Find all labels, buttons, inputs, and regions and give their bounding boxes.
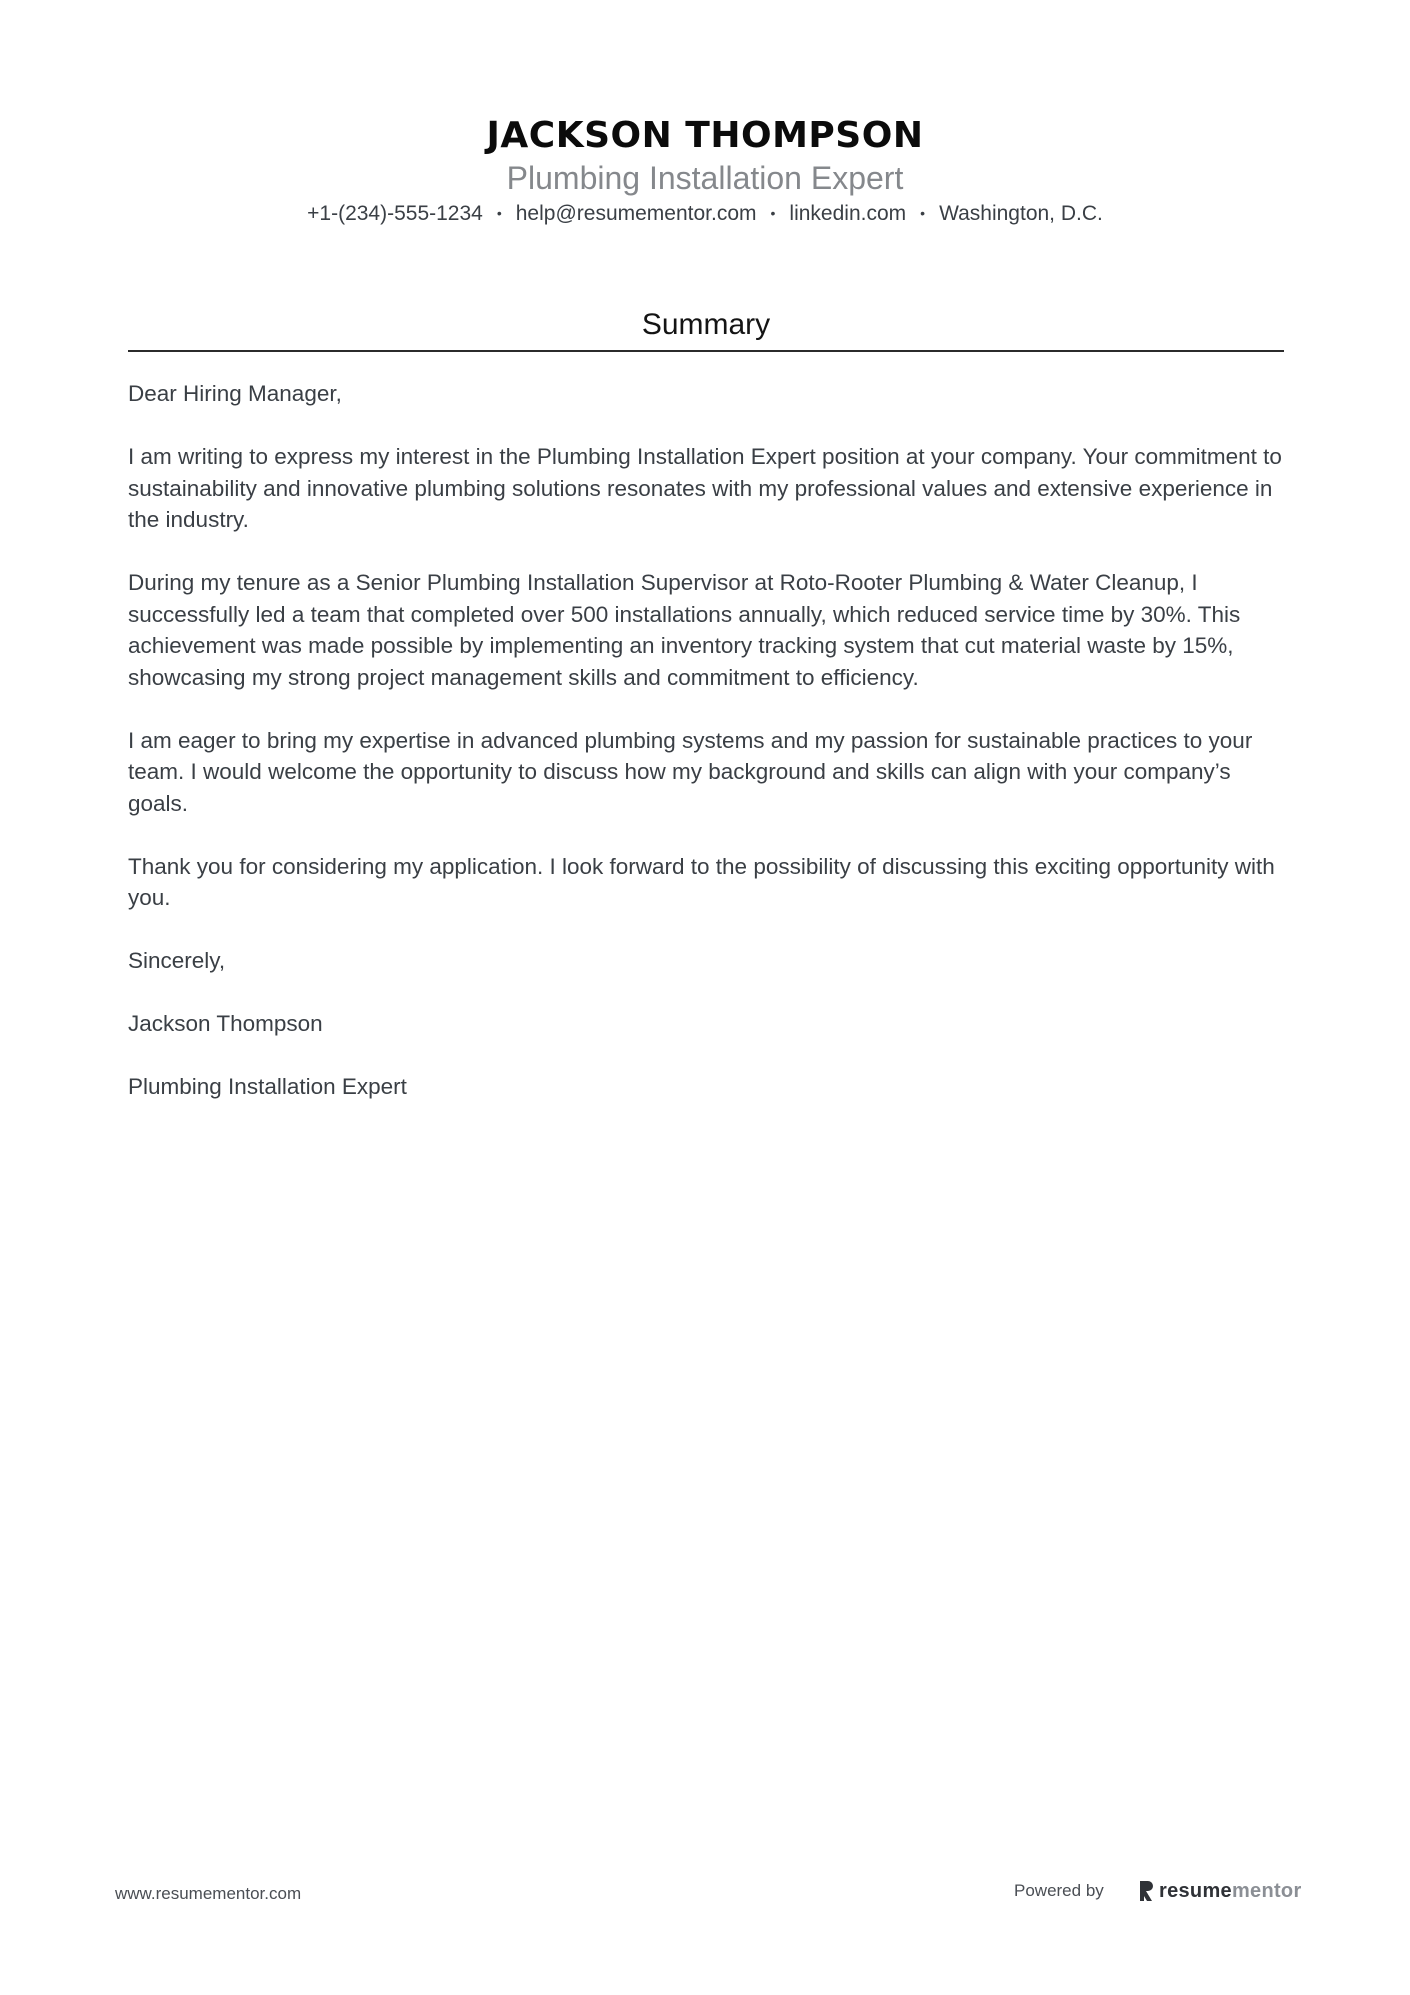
signature-name: Jackson Thompson: [128, 1011, 323, 1036]
signature-title: Plumbing Installation Expert: [128, 1074, 407, 1099]
logo-wordmark-mentor: mentor: [1231, 1879, 1302, 1902]
resumementor-logo[interactable]: [1138, 1878, 1302, 1904]
candidate-title: Plumbing Installation Expert: [506, 160, 904, 196]
footer-website-link[interactable]: www.resumementor.com: [115, 1884, 302, 1903]
letter-paragraph: During my tenure as a Senior Plumbing Installation Supervisor at Roto-Rooter Plumbing & Water Cleanup, I successfully led a team that completed over 500 installations annually, which reduced service time by 30%. This achievement was made possible by implementing an inventory tracking system that cut material waste by 15%, showcasing my strong project management skills and commitment to efficiency.: [128, 570, 1241, 690]
powered-by-text: Powered by: [1014, 1881, 1104, 1900]
letter-paragraph: I am writing to express my interest in the Plumbing Installation Expert position at your company. Your commitment to sustainability and innovative plumbing solutions resonates with my professional values and extensive experience in the industry.: [128, 444, 1282, 532]
contact-phone: +1-(234)-555-1234: [307, 202, 483, 225]
section-divider: [128, 350, 1284, 352]
letter-closing: Sincerely,: [128, 948, 226, 973]
resumementor-logo-icon: [1138, 1880, 1154, 1902]
letter-paragraph: Thank you for considering my application. I look forward to the possibility of discussing this exciting opportunity with you.: [128, 853, 1275, 910]
cover-letter-body: [128, 378, 1288, 1134]
contact-info: [0, 198, 1410, 229]
letter-greeting: Dear Hiring Manager,: [128, 381, 342, 406]
contact-separator: •: [496, 205, 502, 221]
contact-separator: •: [920, 205, 926, 221]
contact-email: help@resumementor.com: [515, 202, 757, 225]
candidate-name: JACKSON THOMPSON: [486, 115, 924, 156]
contact-separator: •: [770, 205, 776, 221]
contact-linkedin: linkedin.com: [789, 202, 907, 225]
contact-location: Washington, D.C.: [939, 202, 1103, 225]
logo-wordmark-resume: resume: [1159, 1879, 1232, 1902]
header: [0, 112, 1410, 229]
letter-paragraph: I am eager to bring my expertise in advanced plumbing systems and my passion for sustainable practices to your team. I would welcome the opportunity to discuss how my background and skills can align with your company’s goals.: [128, 727, 1253, 816]
logo-wordmark: [1159, 1880, 1302, 1903]
section-title: Summary: [641, 308, 771, 341]
